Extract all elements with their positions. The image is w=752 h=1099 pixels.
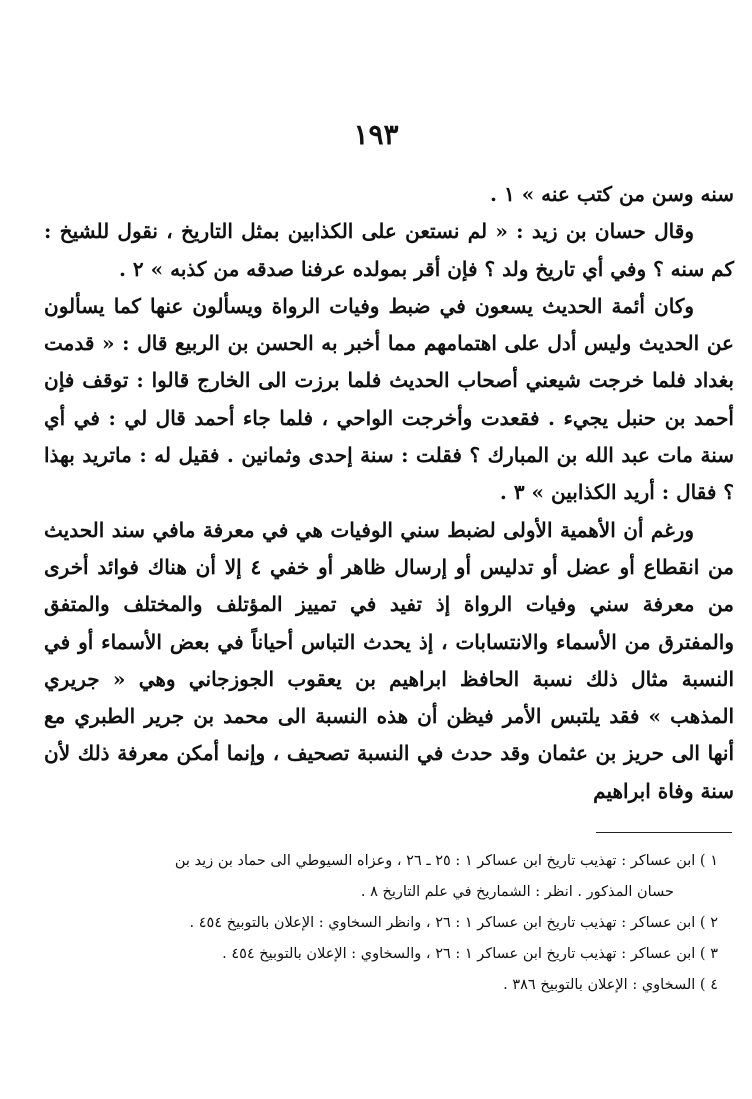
paragraph-1: سنه وسن من كتب عنه » ١ .	[490, 182, 734, 206]
footnote-divider	[596, 832, 732, 833]
paragraph-3: وكان أئمة الحديث يسعون في ضبط وفيات الرواة ويسألون عنها كما يسألون عن الحديث وليس أدل على اهتمامهم مما أخبر به الحسن بن الربيع قال : « قدمت بغداد فلما خرجت شيعني أصحاب الحديث فلما برزت الى الخارج قالوا : توقف فإن أحمد بن حنبل يجيء . فقعدت وأخرجت الواحي ، فلما جاء أحمد قال لي : في أي سنة مات عبد الله بن المبارك ؟ فقلت : سنة إحدى وثمانين . فقيل له : ماتريد بهذا ؟ فقال : أريد الكذابين » ٣ .	[44, 293, 734, 505]
main-text	[44, 176, 734, 810]
paragraph-2: وقال حسان بن زيد : « لم نستعن على الكذابين بمثل التاريخ ، نقول للشيخ : كم سنه ؟ وفي أي تاريخ ولد ؟ فإن أقر بمولده عرفنا صدقه من كذبه » ٢ .	[44, 219, 734, 281]
footnotes	[96, 846, 718, 1001]
paragraph-4: ورغم أن الأهمية الأولى لضبط سني الوفيات هي في معرفة مافي سند الحديث من انقطاع أو عضل أو تدليس أو إرسال ظاهر أو خفي ٤ إلا أن هناك فوائد أخرى من معرفة سني وفيات الرواة إذ تفيد في تمييز المؤتلف والمختلف والمتفق والمفترق من الأسماء والانتسابات ، إذ يحدث التباس أحياناً في بعض الأسماء أو في النسبة مثال ذلك نسبة الحافظ ابراهيم بن يعقوب الجوزجاني وهي « جريري المذهب » فقد يلتبس الأمر فيظن أن هذه النسبة الى محمد بن جرير الطبري مع أنها الى حريز بن عثمان وقد حدث في النسبة تصحيف ، وإنما أمكن معرفة ذلك لأن سنة وفاة ابراهيم	[44, 517, 734, 803]
page-number: ١٩٣	[353, 118, 399, 151]
footnote-4: ٤ ) السخاوي : الإعلان بالتوبيخ ٣٨٦ .	[503, 977, 718, 993]
footnote-2: ٢ ) ابن عساكر : تهذيب تاريخ ابن عساكر ١ : ٢٦ ، وانظر السخاوي : الإعلان بالتوبيخ ٤٥٤ .	[189, 915, 718, 931]
footnote-1-continuation: حسان المذكور . انظر : الشماريخ في علم التاريخ ٨ .	[360, 884, 674, 900]
footnote-3: ٣ ) ابن عساكر : تهذيب تاريخ ابن عساكر ١ : ٢٦ ، والسخاوي : الإعلان بالتوبيخ ٤٥٤ .	[222, 946, 718, 962]
footnote-1: ١ ) ابن عساكر : تهذيب تاريخ ابن عساكر ١ : ٢٥ ـ ٢٦ ، وعزاه السيوطي الى حماد بن زيد بن	[174, 853, 718, 869]
